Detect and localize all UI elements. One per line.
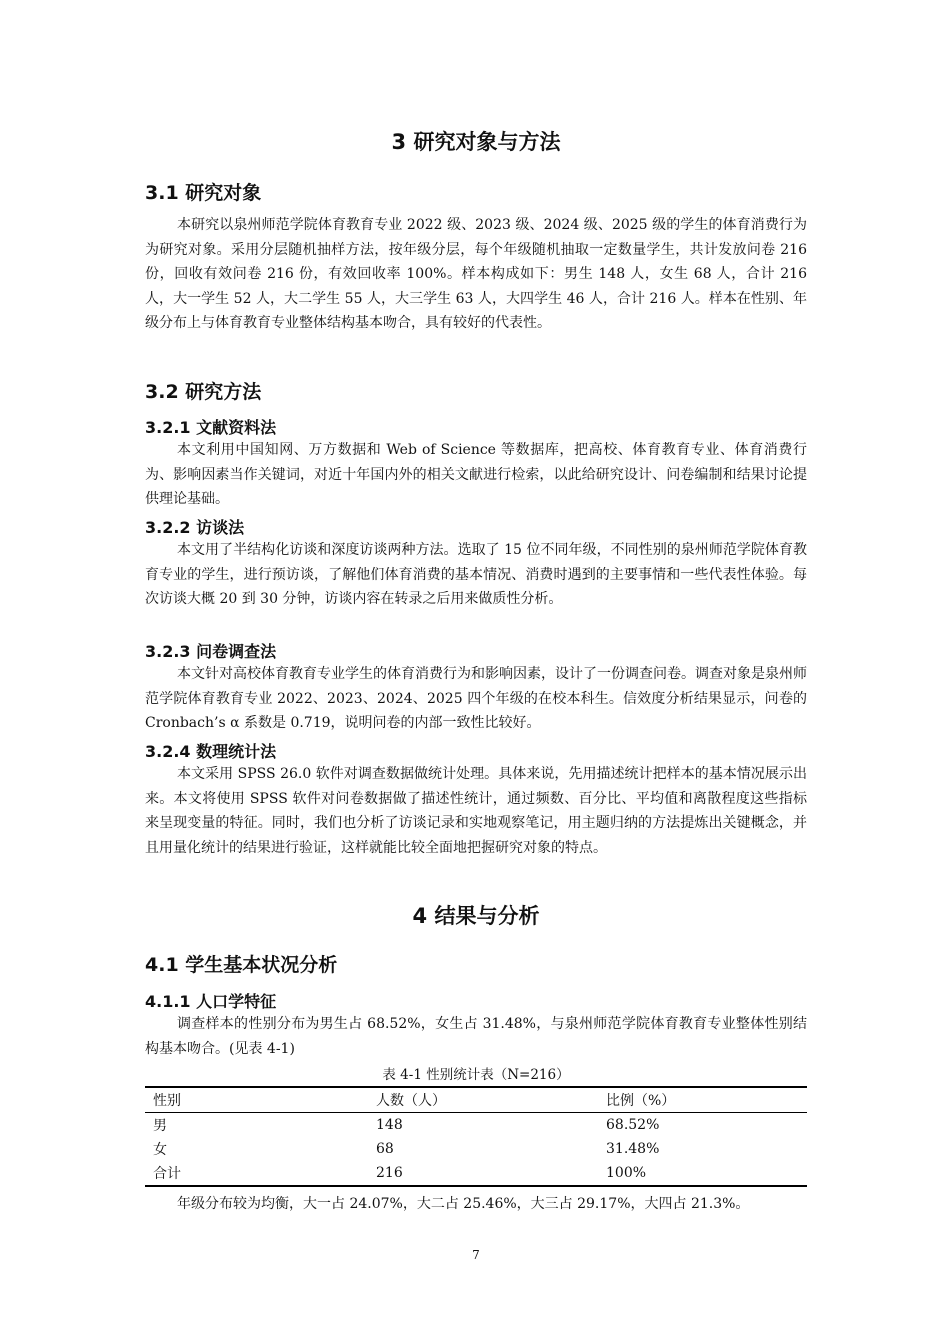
table-row (145, 1137, 807, 1161)
table-cell: 女 (153, 1142, 167, 1158)
table-cell: 68 (376, 1141, 394, 1157)
section-3-2-2-title: 3.2.2 访谈法 (145, 518, 245, 537)
table-cell: 男 (153, 1118, 167, 1134)
table-header-cell: 人数（人） (368, 1087, 598, 1113)
table-caption: 表 4-1 性别统计表（N=216） (382, 1067, 570, 1083)
chapter-4-title: 4 结果与分析 (412, 904, 540, 928)
gender-table (145, 1086, 807, 1187)
after-table-paragraph: 年级分布较为均衡，大一占 24.07%，大二占 25.46%，大三占 29.17%，大四占 21.3%。 (177, 1196, 750, 1212)
section-4-1-1-paragraph: 调查样本的性别分布为男生占 68.52%，女生占 31.48%，与泉州师范学院体育教育专业整体性别结构基本吻合。(见表 4-1) (145, 1016, 807, 1057)
section-3-1-title: 3.1 研究对象 (145, 182, 262, 204)
section-3-2-title: 3.2 研究方法 (145, 381, 262, 403)
table-header-cell: 性别 (145, 1087, 368, 1113)
section-4-1-1-title: 4.1.1 人口学特征 (145, 992, 277, 1011)
section-3-2-1-title: 3.2.1 文献资料法 (145, 418, 277, 437)
table-row (145, 1113, 807, 1138)
section-3-2-4-title: 3.2.4 数理统计法 (145, 742, 277, 761)
page-number: 7 (472, 1248, 480, 1262)
section-4-1-title: 4.1 学生基本状况分析 (145, 954, 338, 976)
section-3-1-paragraph: 本研究以泉州师范学院体育教育专业 2022 级、2023 级、2024 级、2025 级的学生的体育消费行为为研究对象。采用分层随机抽样方法，按年级分层，每个年级随机抽取一定数量学生，共计发放问卷 216 份，回收有效问卷 216 份，有效回收率 100%。样本构成如下：男生 148 人，女生 68 人，合计 216 人，大一学生 52 人，大二学生 55 人，大三学生 63 人，大四学生 46 人，合计 216 人。样本在性别、年级分布上与体育教育专业整体结构基本吻合，具有较好的代表性。 (145, 217, 807, 331)
table-row (145, 1161, 807, 1186)
chapter-3-title: 3 研究对象与方法 (391, 130, 561, 154)
table-cell: 68.52% (606, 1117, 660, 1133)
section-3-2-4-paragraph: 本文采用 SPSS 26.0 软件对调查数据做统计处理。具体来说，先用描述统计把样本的基本情况展示出来。本文将使用 SPSS 软件对问卷数据做了描述性统计，通过频数、百分比、平均值和离散程度这些指标来呈现变量的特征。同时，我们也分析了访谈记录和实地观察笔记，用主题归纳的方法提炼出关键概念，并且用量化统计的结果进行验证，这样就能比较全面地把握研究对象的特点。 (145, 766, 807, 856)
table-cell: 216 (376, 1165, 403, 1181)
section-3-2-2-paragraph: 本文用了半结构化访谈和深度访谈两种方法。选取了 15 位不同年级，不同性别的泉州师范学院体育教育专业的学生，进行预访谈，了解他们体育消费的基本情况、消费时遇到的主要事情和一些代表性体验。每次访谈大概 20 到 30 分钟，访谈内容在转录之后用来做质性分析。 (145, 542, 807, 607)
table-header-cell: 比例（%） (598, 1087, 807, 1113)
section-3-2-1-paragraph: 本文利用中国知网、万方数据和 Web of Science 等数据库，把高校、体育教育专业、体育消费行为、影响因素当作关键词，对近十年国内外的相关文献进行检索，以此给研究设计、问卷编制和结果讨论提供理论基础。 (145, 442, 807, 507)
table-cell: 148 (376, 1117, 403, 1133)
table-cell: 31.48% (606, 1141, 660, 1157)
table-cell: 100% (606, 1165, 647, 1181)
section-3-2-3-paragraph: 本文针对高校体育教育专业学生的体育消费行为和影响因素，设计了一份调查问卷。调查对象是泉州师范学院体育教育专业 2022、2023、2024、2025 四个年级的在校本科生。信效度分析结果显示，问卷的 Cronbach’s α 系数是 0.719，说明问卷的内部一致性比较好。 (145, 666, 807, 731)
table-header-row (145, 1087, 807, 1113)
table-cell: 合计 (153, 1166, 181, 1182)
section-3-2-3-title: 3.2.3 问卷调查法 (145, 642, 277, 661)
